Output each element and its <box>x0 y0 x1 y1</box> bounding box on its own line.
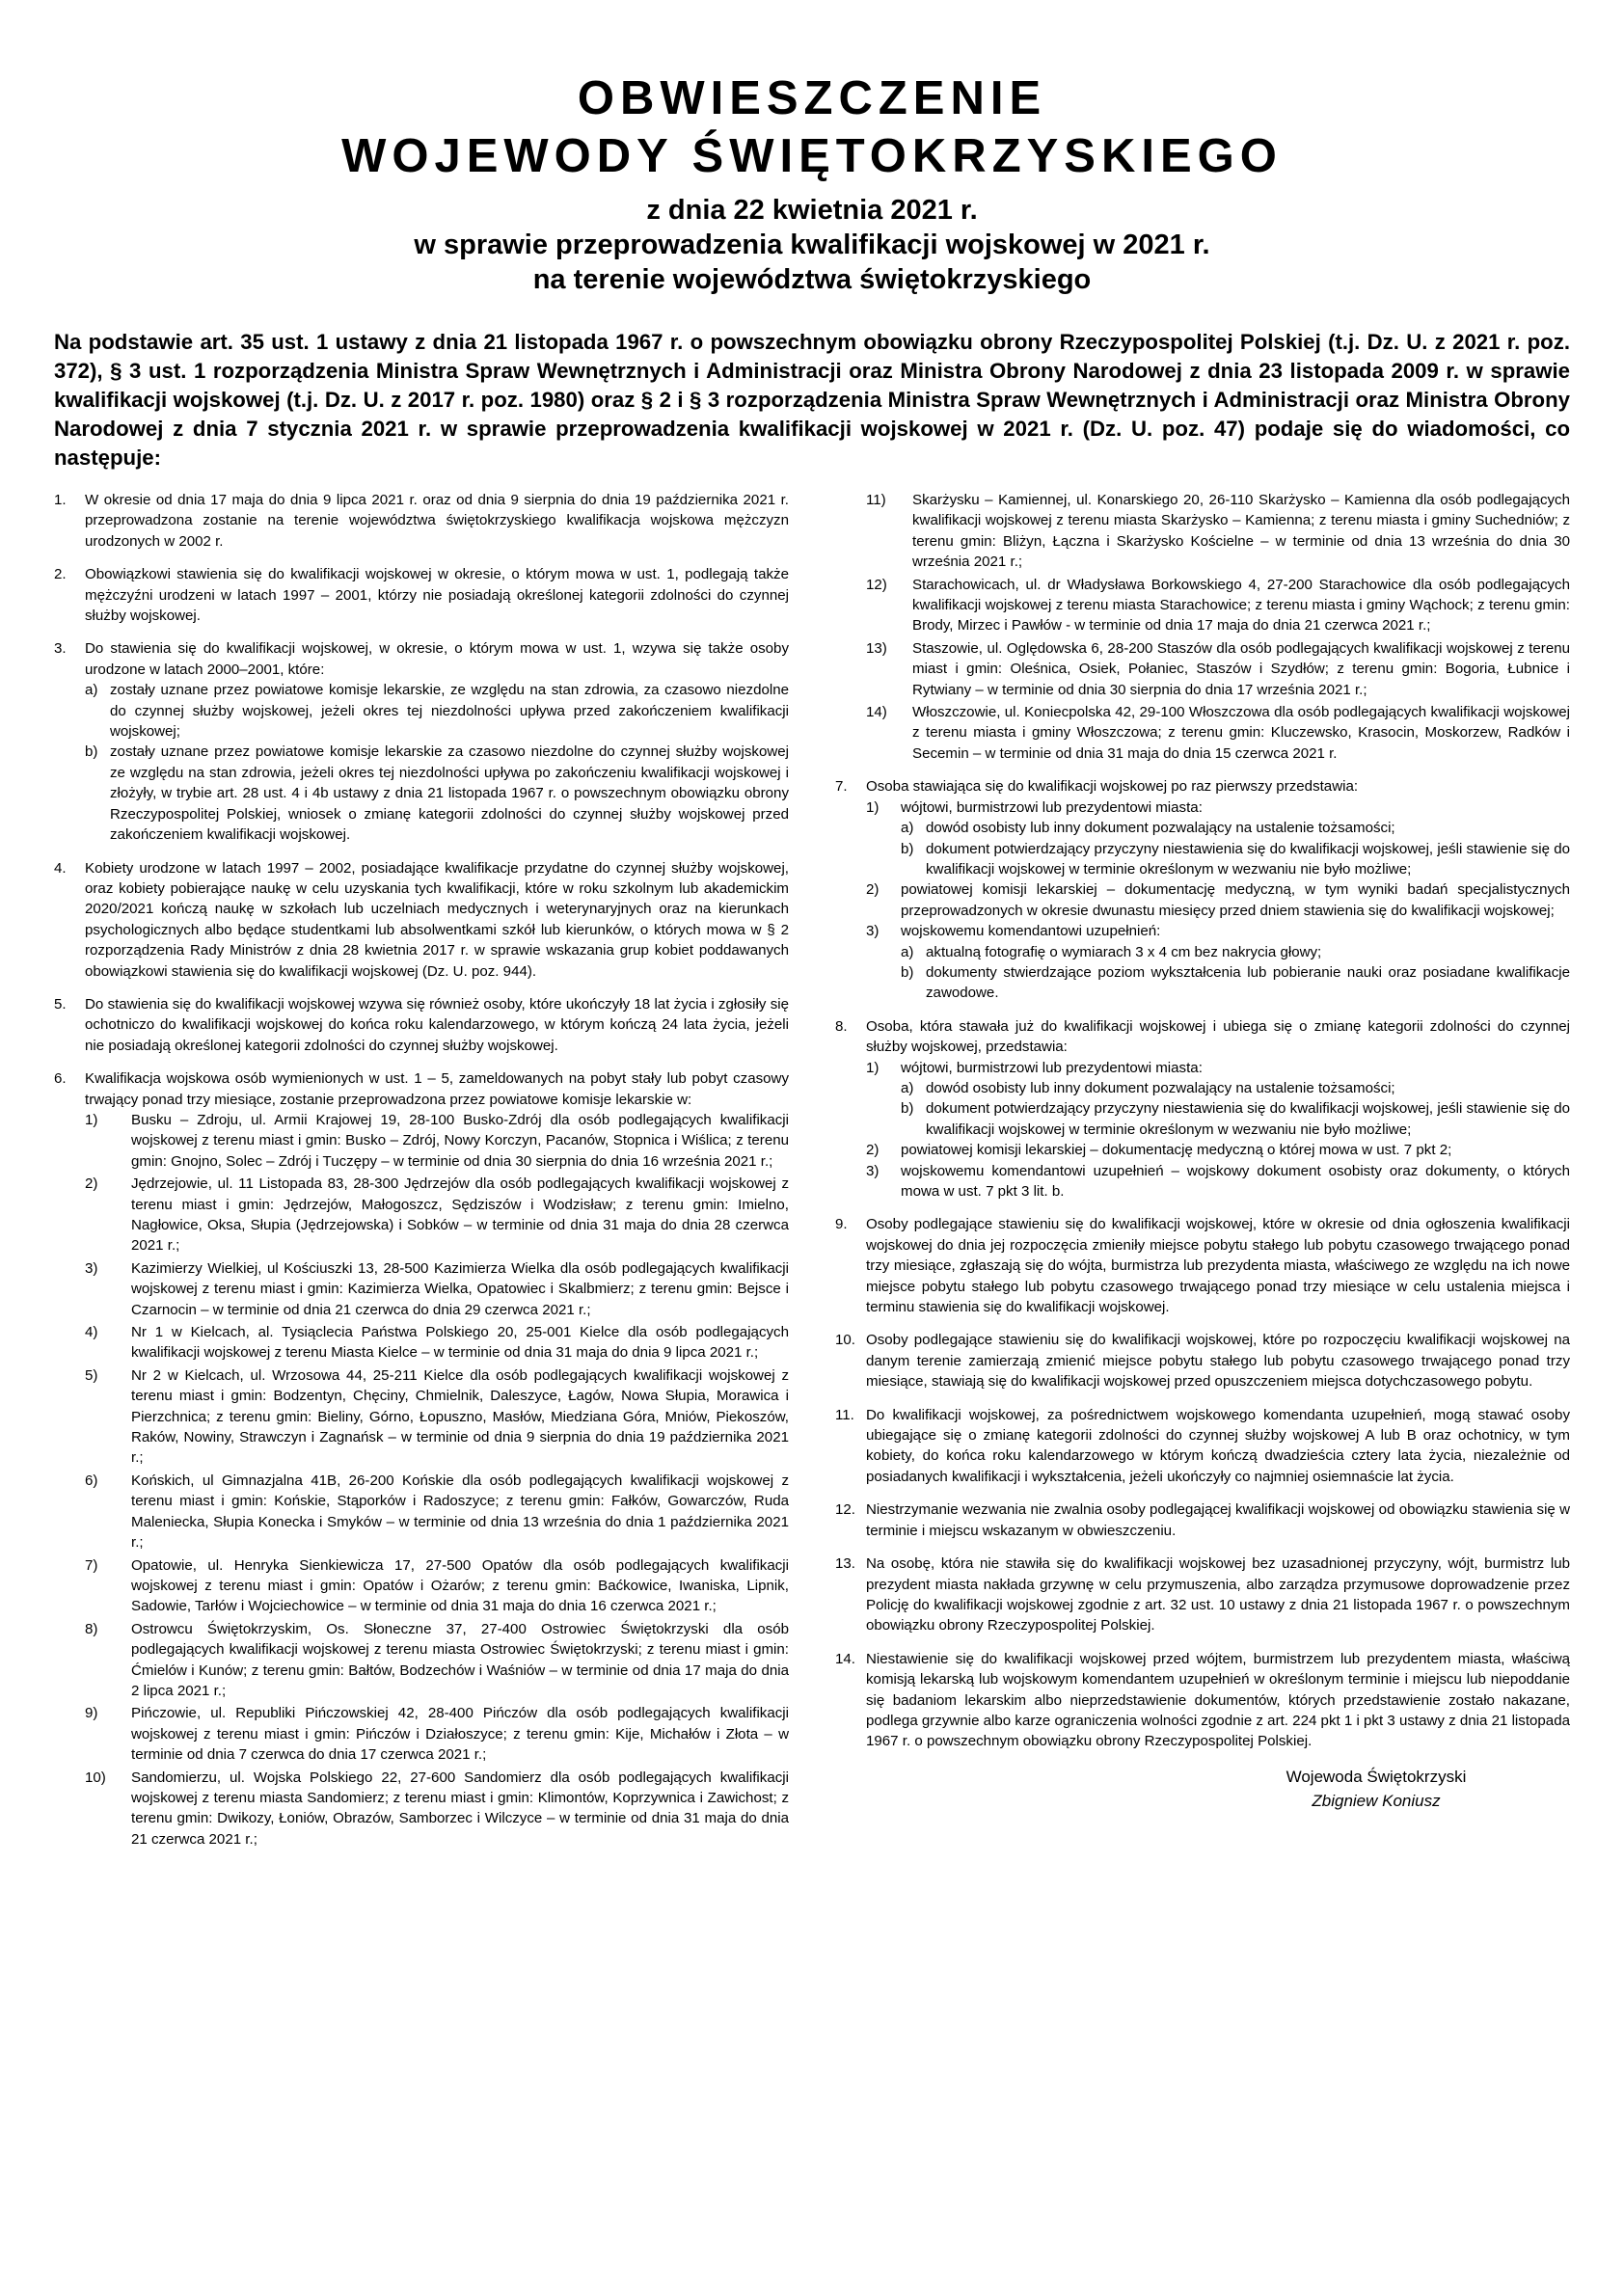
sub-item-a <box>85 680 789 742</box>
commission-number: 2) <box>85 1175 98 1193</box>
commission-text: Starachowicach, ul. dr Władysława Borkowskiego 4, 27-200 Starachowice dla osób podlegających kwalifikacji wojskowej z terenu miasta Starachowice; z terenu miasta i gminy Wąchock; z terenu gmin: Brody, Mirzec i Pawłów - w terminie od dnia 17 maja do dnia 21 czerwca 2021 r.; <box>912 576 1570 635</box>
paragraph-text: Osoby podlegające stawieniu się do kwalifikacji wojskowej, które w okresie od dnia ogłoszenia kwalifikacji wojskowej do dnia jej rozpoczęcia zmieniły miejsce pobytu stałego lub pobytu czasowego trwającego ponad trzy miesiące, zgłaszają się do wójta, burmistrza lub prezydenta miasta, właściwego ze względu na ich nowe miejsce pobytu stałego lub pobytu czasowego trwającego ponad trzy miesiące w celu ustalenia miejsca i terminu stawienia się do kwalifikacji wojskowej. <box>866 1216 1570 1316</box>
commission-item <box>85 1110 789 1172</box>
commission-item <box>85 1322 789 1364</box>
commission-item <box>85 1365 789 1469</box>
paragraph-5 <box>54 994 789 1056</box>
paragraph-text: Na osobę, która nie stawiła się do kwalifikacji wojskowej bez uzasadnionej przyczyny, wójt, burmistrz lub prezydent miasta nakłada grzywnę w celu przymuszenia, albo zarządza przymusowe doprowadzenie przez Policję do kwalifikacji wojskowej zgodnie z art. 32 ust. 10 ustawy z dnia 21 listopada 1967 r. o powszechnym obowiązku obrony Rzeczypospolitej Polskiej. <box>866 1555 1570 1634</box>
paragraph-number: 13. <box>835 1555 855 1573</box>
commission-item <box>866 490 1570 573</box>
paragraph-8 <box>835 1016 1570 1202</box>
paragraph-3 <box>54 638 789 845</box>
paragraph-2 <box>54 564 789 626</box>
commission-number: 1) <box>85 1111 98 1128</box>
sub-point-number: 1) <box>866 1059 880 1076</box>
commission-item <box>866 702 1570 764</box>
title-line-1: OBWIESZCZENIE <box>577 72 1047 124</box>
sub-point-number: 1) <box>866 798 880 816</box>
commission-text: Busku – Zdroju, ul. Armii Krajowej 19, 28-100 Busko-Zdrój dla osób podlegających kwalifikacji wojskowej z terenu miast i gmin: Busko – Zdrój, Nowy Korczyn, Pacanów, Stopnica i Wiślica; z terenu gmin: Gnojno, Solec – Zdrój i Tuczępy – w terminie od dnia 30 sierpnia do dnia 16 września 2021 r.; <box>131 1111 789 1170</box>
paragraph-6 <box>54 1068 789 1851</box>
sub-point-number: 3) <box>866 1162 880 1179</box>
sub-item-text: dokument potwierdzający przyczyny niestawienia się do kwalifikacji wojskowej, jeśli stawienie się do kwalifikacji wojskowej w terminie określonym w wezwaniu nie było możliwe; <box>926 840 1570 878</box>
sub-point-text: wójtowi, burmistrzowi lub prezydentowi miasta: <box>901 798 1203 816</box>
paragraph-text: Do stawienia się do kwalifikacji wojskowej wzywa się również osoby, które ukończyły 18 lat życia i zgłosiły się ochotniczo do kwalifikacji wojskowej do końca roku kalendarzowego, w którym kończą 24 lata życia, jeżeli nie posiadają określonej kategorii zdolności do czynnej służby wojskowej. <box>85 995 789 1054</box>
commission-number: 8) <box>85 1620 98 1637</box>
commission-text: Opatowie, ul. Henryka Sienkiewicza 17, 27-500 Opatów dla osób podlegających kwalifikacji wojskowej z terenu miast i gmin: Opatów i Ożarów; z terenu gmin: Baćkowice, Iwaniska, Lipnik, Sadowie, Tarłów i Wojciechowice – w terminie od dnia 31 maja do dnia 16 czerwca 2021 r.; <box>131 1556 789 1615</box>
commission-number: 11) <box>866 492 886 508</box>
sub-item-letter: a) <box>901 1079 914 1096</box>
paragraph-1 <box>54 490 789 552</box>
date-line: z dnia 22 kwietnia 2021 r. <box>646 195 978 226</box>
paragraph-text: W okresie od dnia 17 maja do dnia 9 lipca 2021 r. oraz od dnia 9 sierpnia do dnia 19 października 2021 r. przeprowadzona zostanie na terenie województwa świętokrzyskiego kwalifikacja wojskowa mężczyzn urodzonych w 2002 r. <box>85 492 789 550</box>
sub-item-letter: b) <box>901 963 914 981</box>
paragraph-text: Do kwalifikacji wojskowej, za pośrednictwem wojskowego komendanta uzupełnień, mogą stawać osoby ubiegające się o zmianę kategorii zdolności do czynnej służby wojskowej A lub B oraz ochotnicy, w tym kobiety, do końca roku kalendarzowego w którym kończą dwadzieścia cztery lata życia, niezależnie od posiadanych kwalifikacji i wykształcenia, jeżeli ukończyły co najmniej osiemnaście lat życia. <box>866 1406 1570 1485</box>
sub-item-text: aktualną fotografię o wymiarach 3 x 4 cm bez nakrycia głowy; <box>926 943 1322 960</box>
sub-point-text: powiatowej komisji lekarskiej – dokumentację medyczną, w tym wyniki badań specjalistycznych przeprowadzonych w okresie dwunastu miesięcy przed dniem stawienia się do kwalifikacji wojskowej; <box>901 881 1570 919</box>
commission-item <box>85 1555 789 1617</box>
sub-point-2 <box>866 1140 1570 1160</box>
commission-number: 12) <box>866 576 887 593</box>
paragraph-text: Kwalifikacja wojskowa osób wymienionych w ust. 1 – 5, zameldowanych na pobyt stały lub pobyt czasowy trwający ponad trzy miesiące, zostanie przeprowadzona przez powiatowe komisje lekarskie w: <box>85 1070 789 1108</box>
sub-item-a <box>901 1078 1570 1098</box>
paragraph-number: 6. <box>54 1070 67 1088</box>
header <box>54 69 1570 297</box>
paragraph-number: 11. <box>835 1406 854 1423</box>
paragraph-number: 8. <box>835 1017 848 1035</box>
paragraph-number: 5. <box>54 995 67 1013</box>
commission-text: Nr 1 w Kielcach, al. Tysiąclecia Państwa Polskiego 20, 25-001 Kielce dla osób podlegających kwalifikacji wojskowej z terenu Miasta Kielce – w terminie od dnia 31 maja do dnia 9 lipca 2021 r.; <box>131 1324 789 1362</box>
paragraph-10 <box>835 1330 1570 1391</box>
sub-item-a <box>901 942 1570 962</box>
commission-item <box>85 1174 789 1256</box>
commission-number: 10) <box>85 1769 106 1786</box>
commission-item <box>85 1703 789 1765</box>
paragraph-text: Osoba stawiająca się do kwalifikacji wojskowej po raz pierwszy przedstawia: <box>866 778 1359 796</box>
paragraph-9 <box>835 1214 1570 1317</box>
commission-text: Nr 2 w Kielcach, ul. Wrzosowa 44, 25-211 Kielce dla osób podlegających kwalifikacji wojskowej z terenu miast i gmin: Bodzentyn, Chęciny, Chmielnik, Daleszyce, Łagów, Nowa Słupia, Morawica i Pierzchnica; z terenu gmin: Bieliny, Górno, Łopuszno, Masłów, Miedziana Góra, Mniów, Piekoszów, Raków, Nowiny, Strawczyn i Zagnańsk – w terminie od dnia 9 sierpnia do dnia 19 października 2021 r.; <box>131 1366 789 1467</box>
sub-item-letter: b) <box>901 1100 914 1118</box>
paragraph-text: Kobiety urodzone w latach 1997 – 2002, posiadające kwalifikacje przydatne do czynnej służby wojskowej, oraz kobiety pobierające naukę w celu uzyskania tych kwalifikacji, które w roku szkolnym lub akademickim 2020/2021 kończą naukę w szkołach lub uczelniach medycznych i weterynaryjnych oraz na kierunkach psychologicznych albo będące studentkami lub absolwentkami szkół lub kierunków, o których mowa w § 2 rozporządzenia Rady Ministrów z dnia 28 kwietnia 2017 r. w sprawie wskazania grup kobiet poddawanych obowiązkowi stawienia się do kwalifikacji wojskowej (Dz. U. poz. 944). <box>85 859 789 980</box>
commission-number: 14) <box>866 704 887 721</box>
commission-item <box>85 1768 789 1850</box>
sub-item-b <box>901 839 1570 880</box>
commission-text: Pińczowie, ul. Republiki Pińczowskiej 42, 28-400 Pińczów dla osób podlegających kwalifikacji wojskowej z terenu miast i gmin: Pińczów i Działoszyce; z terenu gmin: Kije, Michałów i Złota – w terminie od dnia 7 czerwca do dnia 17 czerwca 2021 r.; <box>131 1705 789 1764</box>
left-column <box>54 490 789 1864</box>
paragraph-number: 12. <box>835 1501 855 1519</box>
sub-item-letter: b) <box>85 743 98 761</box>
commission-number: 7) <box>85 1556 98 1574</box>
paragraph-text: Osoba, która stawała już do kwalifikacji wojskowej i ubiega się o zmianę kategorii zdolności do czynnej służby wojskowej, przedstawia: <box>866 1017 1570 1056</box>
commission-item <box>866 575 1570 636</box>
paragraph-number: 1. <box>54 492 67 508</box>
paragraph-12 <box>835 1499 1570 1541</box>
paragraph-number: 10. <box>835 1332 855 1349</box>
sub-item-letter: a) <box>85 682 98 699</box>
sub-item-text: dowód osobisty lub inny dokument pozwalający na ustalenie tożsamości; <box>926 820 1395 837</box>
signatory-name: Zbigniew Koniusz <box>1312 1791 1441 1810</box>
sub-point-text: wojskowemu komendantowi uzupełnień: <box>901 923 1161 940</box>
sub-point-text: wójtowi, burmistrzowi lub prezydentowi miasta: <box>901 1059 1203 1076</box>
paragraph-text: Niestrzymanie wezwania nie zwalnia osoby podlegającej kwalifikacji wojskowej od obowiązku stawienia się w terminie i miejscu wskazanym w obwieszczeniu. <box>866 1501 1570 1539</box>
sub-point-text: wojskowemu komendantowi uzupełnień – wojskowy dokument osobisty oraz dokumenty, o których mowa w ust. 7 pkt 3 lit. b. <box>901 1162 1570 1200</box>
paragraph-7 <box>835 776 1570 1003</box>
paragraph-4 <box>54 858 789 982</box>
sub-item-letter: a) <box>901 943 914 960</box>
paragraph-number: 2. <box>54 566 67 583</box>
sub-item-text: zostały uznane przez powiatowe komisje lekarskie za czasowo niezdolne do czynnej służby wojskowej ze względu na stan zdrowia, jeżeli okres tej niezdolności upływa po zakończeniu kwalifikacji wojskowej i złożyły, w trybie art. 28 ust. 4 i 4b ustawy z dnia 21 listopada 1967 r. o powszechnym obowiązku obrony Rzeczypospolitej Polskiej, wniosek o zmianę kategorii zdolności do czynnej służby wojskowej przed zakończeniem kwalifikacji wojskowej. <box>110 743 789 844</box>
sub-point-number: 2) <box>866 1142 880 1159</box>
commission-list <box>85 1110 789 1850</box>
sub-item-b <box>901 1098 1570 1140</box>
commission-number: 13) <box>866 639 887 657</box>
sub-item-a <box>901 818 1570 838</box>
sub-point-3 <box>866 921 1570 1004</box>
signature-block <box>1182 1765 1570 1813</box>
sub-item-letter: a) <box>901 820 914 837</box>
paragraph-text: Niestawienie się do kwalifikacji wojskowej przed wójtem, burmistrzem lub prezydentem miasta, właściwą komisją lekarską lub wojskowym komendantem uzupełnień w określonym terminie i miejscu lub niepoddanie się badaniom lekarskim albo nieprzedstawienie dokumentów, których przedstawienie zostało nakazane, podlega grzywnie albo karze ograniczenia wolności zgodnie z art. 224 pkt 1 i pkt 3 ustawy z dnia 21 listopada 1967 r. o powszechnym obowiązku obrony Rzeczypospolitej Polskiej. <box>866 1650 1570 1750</box>
paragraph-number: 3. <box>54 640 67 658</box>
right-column <box>835 490 1570 1864</box>
sub-point-2 <box>866 879 1570 921</box>
commission-text: Włoszczowie, ul. Koniecpolska 42, 29-100 Włoszczowa dla osób podlegających kwalifikacji wojskowej z terenu miasta i gminy Włoszczowa; z terenu gmin: Kluczewsko, Krasocin, Moskorzew, Radków i Secemin – w terminie od dnia 31 maja do dnia 15 czerwca 2021 r. <box>912 704 1570 762</box>
sub-item-letter: b) <box>901 840 914 857</box>
sub-point-number: 3) <box>866 923 880 940</box>
sub-point-1 <box>866 1058 1570 1141</box>
sub-item-b <box>901 962 1570 1004</box>
legal-basis-intro: Na podstawie art. 35 ust. 1 ustawy z dnia 21 listopada 1967 r. o powszechnym obowiązku obrony Rzeczypospolitej Polskiej (t.j. Dz. U. z 2021 r. poz. 372), § 3 ust. 1 rozporządzenia Ministra Spraw Wewnętrznych i Administracji oraz Ministra Obrony Narodowej z dnia 23 listopada 2009 r. w sprawie kwalifikacji wojskowej (t.j. Dz. U. z 2017 r. poz. 1980) oraz § 2 i § 3 rozporządzenia Ministra Spraw Wewnętrznych i Administracji oraz Ministra Obrony Narodowej z dnia 7 stycznia 2021 r. w sprawie przeprowadzenia kwalifikacji wojskowej w 2021 r. (Dz. U. poz. 47) podaje się do wiadomości, co następuje: <box>54 330 1570 470</box>
sub-point-text: powiatowej komisji lekarskiej – dokumentację medyczną o której mowa w ust. 7 pkt 2; <box>901 1142 1452 1159</box>
commission-text: Staszowie, ul. Oględowska 6, 28-200 Staszów dla osób podlegających kwalifikacji wojskowej z terenu miast i gmin: Oleśnica, Osiek, Połaniec, Staszów i Szydłów; z terenu gmin: Bogoria, Łubnice i Rytwiany – w terminie od dnia 30 sierpnia do dnia 17 września 2021 r.; <box>912 639 1570 698</box>
commission-number: 5) <box>85 1366 98 1384</box>
sub-point-number: 2) <box>866 881 880 899</box>
commission-number: 3) <box>85 1259 98 1277</box>
paragraph-11 <box>835 1405 1570 1488</box>
commission-item <box>866 638 1570 700</box>
signatory-role: Wojewoda Świętokrzyski <box>1286 1767 1467 1786</box>
paragraph-number: 14. <box>835 1650 855 1667</box>
paragraph-14 <box>835 1649 1570 1752</box>
commission-text: Ostrowcu Świętokrzyskim, Os. Słoneczne 37, 27-400 Ostrowiec Świętokrzyski dla osób podlegających kwalifikacji wojskowej z terenu miasta Ostrowiec Świętokrzyski; z terenu miast i gmin: Ćmielów i Kunów; z terenu gmin: Bałtów, Bodzechów i Waśniów – w terminie od dnia 17 maja do dnia 2 lipca 2021 r.; <box>131 1620 789 1699</box>
paragraph-number: 4. <box>54 859 67 877</box>
title-line-2: WOJEWODY ŚWIĘTOKRZYSKIEGO <box>341 130 1283 182</box>
commission-text: Końskich, ul Gimnazjalna 41B, 26-200 Końskie dla osób podlegających kwalifikacji wojskowej z terenu miast i gmin: Końskie, Stąporków i Radoszyce; z terenu gmin: Fałków, Gowarczów, Ruda Maleniecka, Słupia Konecka i Smyków – w terminie od dnia 13 września do dnia 1 października 2021 r.; <box>131 1472 789 1552</box>
paragraph-number: 9. <box>835 1216 848 1233</box>
sub-point-3 <box>866 1161 1570 1202</box>
commission-item <box>85 1258 789 1320</box>
commission-text: Jędrzejowie, ul. 11 Listopada 83, 28-300 Jędrzejów dla osób podlegających kwalifikacji wojskowej z terenu miast i gmin: Jędrzejów, Małogoszcz, Sędziszów i Wodzisław; z terenu gmin: Imielno, Nagłowice, Oksa, Słupia (Jędrzejowska) i Sobków – w terminie od dnia 31 maja do dnia 28 czerwca 2021 r.; <box>131 1175 789 1255</box>
commission-number: 6) <box>85 1472 98 1489</box>
sub-item-text: dokumenty stwierdzające poziom wykształcenia lub pobieranie nauki oraz posiadane kwalifikacje zawodowe. <box>926 963 1570 1002</box>
paragraph-text: Osoby podlegające stawieniu się do kwalifikacji wojskowej, które po rozpoczęciu kwalifikacji wojskowej na danym terenie zamierzają zmienić miejsce pobytu stałego lub pobytu czasowego trwającego ponad trzy miesiące, stawiają się do kwalifikacji wojskowej przed opuszczeniem miejsca dotychczasowego pobytu. <box>866 1332 1570 1391</box>
subject-line: w sprawie przeprowadzenia kwalifikacji wojskowej w 2021 r. <box>414 230 1210 260</box>
paragraph-13 <box>835 1553 1570 1636</box>
commission-list-continued <box>866 490 1570 764</box>
commission-text: Sandomierzu, ul. Wojska Polskiego 22, 27-600 Sandomierz dla osób podlegających kwalifikacji wojskowej z terenu miasta Sandomierz; z terenu miast i gmin: Klimontów, Koprzywnica i Zawichost; z terenu gmin: Dwikozy, Łoniów, Obrazów, Samborzec i Wilczyce – w terminie od dnia 31 maja do dnia 21 czerwca 2021 r.; <box>131 1769 789 1848</box>
paragraph-text: Do stawienia się do kwalifikacji wojskowej, w okresie, o którym mowa w ust. 1, wzywa się także osoby urodzone w latach 2000–2001, które: <box>85 640 789 678</box>
commission-number: 9) <box>85 1705 98 1722</box>
sub-item-text: zostały uznane przez powiatowe komisje lekarskie, ze względu na stan zdrowia, za czasowo niezdolne do czynnej służby wojskowej, jeżeli okres tej niezdolności upływa przed zakończeniem kwalifikacji wojskowej; <box>110 682 789 741</box>
commission-item <box>85 1471 789 1553</box>
commission-item <box>85 1619 789 1702</box>
sub-point-1 <box>866 797 1570 880</box>
sub-item-b <box>85 742 789 845</box>
commission-number: 4) <box>85 1324 98 1341</box>
sub-item-text: dokument potwierdzający przyczyny niestawienia się do kwalifikacji wojskowej, jeśli stawienie się do kwalifikacji wojskowej w terminie określonym w wezwaniu nie było możliwe; <box>926 1100 1570 1138</box>
commission-text: Skarżysku – Kamiennej, ul. Konarskiego 20, 26-110 Skarżysko – Kamienna dla osób podlegających kwalifikacji wojskowej z terenu miasta Skarżysko – Kamienna; z terenu miasta i gminy Suchedniów; z terenu gmin: Bliżyn, Łączna i Skarżysko Kościelne – w terminie od dnia 13 września do dnia 30 września 2021 r.; <box>912 492 1570 571</box>
region-line: na terenie województwa świętokrzyskiego <box>532 264 1092 295</box>
paragraph-text: Obowiązkowi stawienia się do kwalifikacji wojskowej w okresie, o którym mowa w ust. 1, podlegają także mężczyźni urodzeni w latach 1997 – 2001, którzy nie posiadają określonej kategorii zdolności do czynnej służby wojskowej. <box>85 566 789 625</box>
commission-text: Kazimierzy Wielkiej, ul Kościuszki 13, 28-500 Kazimierza Wielka dla osób podlegających kwalifikacji wojskowej z terenu miast i gmin: Kazimierza Wielka, Opatowiec i Skalbmierz; z terenu gmin: Bejsce i Czarnocin – w terminie od dnia 21 czerwca do dnia 29 czerwca 2021 r.; <box>131 1259 789 1318</box>
sub-item-text: dowód osobisty lub inny dokument pozwalający na ustalenie tożsamości; <box>926 1079 1395 1096</box>
paragraph-number: 7. <box>835 778 848 796</box>
